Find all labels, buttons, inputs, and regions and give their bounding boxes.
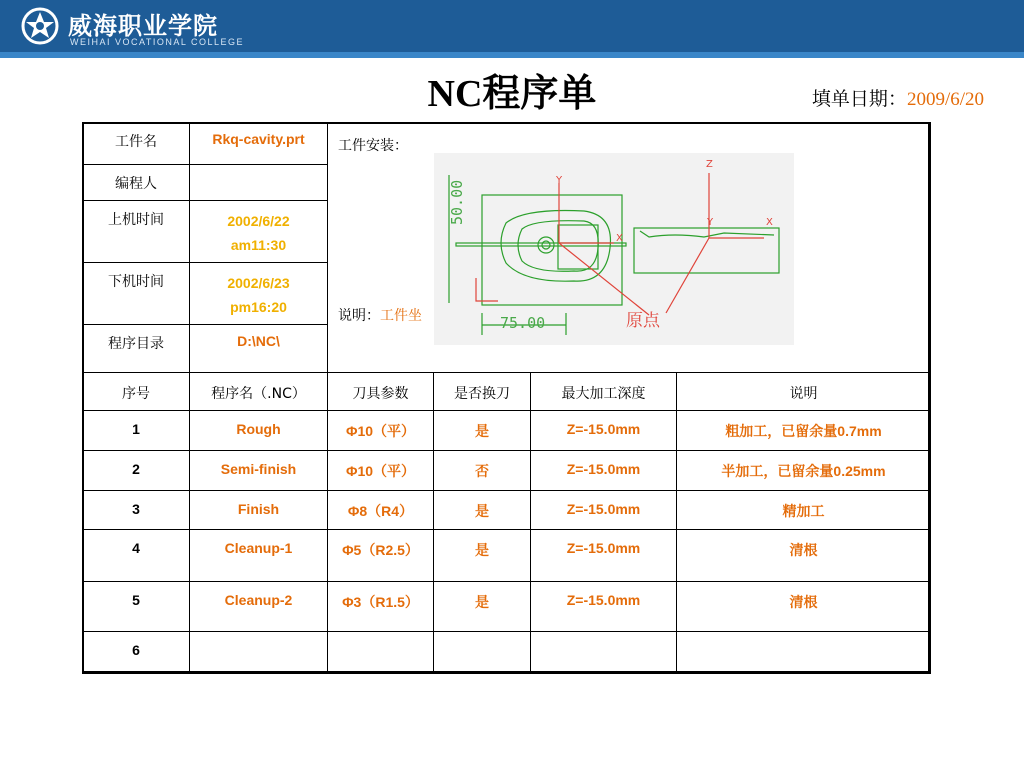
axis-z-label: Z <box>706 159 713 170</box>
table-row <box>83 411 931 451</box>
row-no: 4 <box>83 530 190 582</box>
part-name-label: 工件名 <box>83 123 190 165</box>
row-no: 1 <box>83 411 190 451</box>
row-program: Cleanup-1 <box>190 530 328 582</box>
axis-x-label-top: X <box>616 233 623 244</box>
dir-value: D:\NC\ <box>190 325 328 373</box>
install-label: 工件安装： <box>338 138 408 154</box>
axis-y-label-side: Y <box>707 217 714 228</box>
header-program: 程序名（.NC） <box>190 373 328 411</box>
row-no: 6 <box>83 632 190 674</box>
row-tool: Φ5（R2.5） <box>328 530 434 582</box>
row-tool <box>328 632 434 674</box>
dim-width-text: 75.00 <box>500 314 546 332</box>
start-time-time: am11:30 <box>230 237 287 253</box>
school-name: 威海职业学院 <box>68 12 218 40</box>
setup-drawing-svg <box>434 153 794 345</box>
row-program <box>190 632 328 674</box>
axis-y-label-top: Y <box>556 175 563 186</box>
row-no: 5 <box>83 582 190 632</box>
dir-label: 程序目录 <box>83 325 190 373</box>
desc-value: 工件坐 <box>380 308 422 324</box>
page-title: NC程序单 <box>427 73 597 115</box>
start-time-label: 上机时间 <box>83 201 190 263</box>
row-no: 2 <box>83 451 190 491</box>
fill-date-label: 填单日期： <box>811 89 907 110</box>
row-program: Finish <box>190 491 328 530</box>
table-row <box>83 530 931 582</box>
header-tool: 刀具参数 <box>328 373 434 411</box>
header-stripe <box>0 52 1024 58</box>
start-time-value <box>190 201 328 263</box>
programmer-label: 编程人 <box>83 165 190 201</box>
table-row <box>83 491 931 530</box>
table-row <box>83 632 931 674</box>
operations-table <box>82 372 931 674</box>
row-change <box>434 632 531 674</box>
desc-label-text: 说明： <box>338 308 380 324</box>
row-change: 是 <box>434 491 531 530</box>
part-name-value: Rkq-cavity.prt <box>190 123 328 165</box>
side-profile <box>640 231 774 237</box>
row-note: 清根 <box>677 582 931 632</box>
row-depth: Z=-15.0mm <box>531 411 677 451</box>
row-depth: Z=-15.0mm <box>531 491 677 530</box>
desc-label <box>338 305 422 325</box>
row-change: 是 <box>434 411 531 451</box>
row-note: 粗加工，已留余量0.7mm <box>677 411 931 451</box>
row-depth: Z=-15.0mm <box>531 582 677 632</box>
dim-height-text: 50.00 <box>448 179 466 225</box>
row-change: 否 <box>434 451 531 491</box>
fill-date <box>812 84 984 111</box>
start-time-date: 2002/6/22 <box>227 213 290 229</box>
end-time-label: 下机时间 <box>83 263 190 325</box>
end-time-date: 2002/6/23 <box>227 275 290 291</box>
school-name-en: WEIHAI VOCATIONAL COLLEGE <box>70 37 245 47</box>
header-change: 是否换刀 <box>434 373 531 411</box>
axis-x-label-side: X <box>766 217 773 228</box>
origin-leader-1 <box>559 243 649 315</box>
row-note: 半加工，已留余量0.25mm <box>677 451 931 491</box>
fill-date-value: 2009/6/20 <box>906 89 984 110</box>
end-time-time: pm16:20 <box>230 299 287 315</box>
cavity-hole-inner <box>542 241 550 249</box>
row-tool: Φ10（平） <box>328 451 434 491</box>
origin-leader-2 <box>666 238 709 313</box>
table-row <box>83 451 931 491</box>
setup-drawing <box>434 153 794 345</box>
ops-header-row <box>83 373 931 411</box>
row-program: Rough <box>190 411 328 451</box>
header-depth: 最大加工深度 <box>531 373 677 411</box>
row-depth: Z=-15.0mm <box>531 451 677 491</box>
row-change: 是 <box>434 582 531 632</box>
programmer-value <box>190 165 328 201</box>
origin-label: 原点 <box>626 311 660 331</box>
cavity-hole <box>538 237 554 253</box>
row-note <box>677 632 931 674</box>
header-no: 序号 <box>83 373 190 411</box>
header-note: 说明 <box>677 373 931 411</box>
row-tool: Φ10（平） <box>328 411 434 451</box>
row-program: Semi-finish <box>190 451 328 491</box>
origin-marker <box>476 278 498 301</box>
row-depth: Z=-15.0mm <box>531 530 677 582</box>
row-change: 是 <box>434 530 531 582</box>
row-tool: Φ8（R4） <box>328 491 434 530</box>
row-note: 精加工 <box>677 491 931 530</box>
row-depth <box>531 632 677 674</box>
end-time-value <box>190 263 328 325</box>
row-program: Cleanup-2 <box>190 582 328 632</box>
row-tool: Φ3（R1.5） <box>328 582 434 632</box>
college-logo-icon <box>20 6 60 46</box>
row-note: 清根 <box>677 530 931 582</box>
row-no: 3 <box>83 491 190 530</box>
table-row <box>83 582 931 632</box>
